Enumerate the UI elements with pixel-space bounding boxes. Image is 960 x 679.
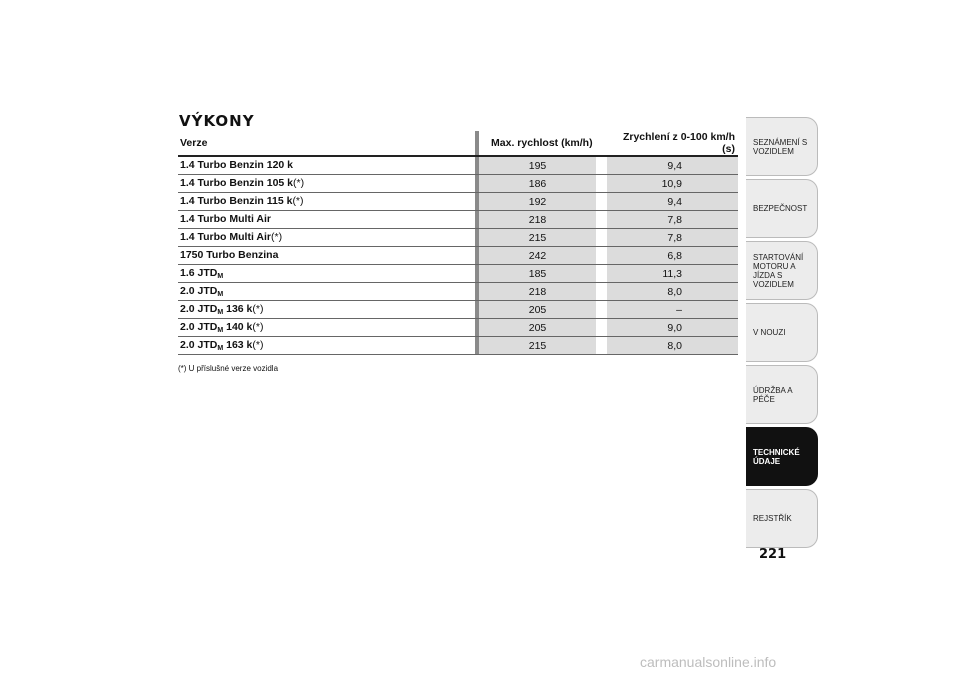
version-name: 2.0 JTD	[180, 321, 218, 333]
table-body	[178, 156, 738, 355]
chapter-tabs	[746, 117, 818, 551]
acceleration-cell: 9,0	[607, 319, 738, 337]
table-row	[178, 283, 738, 301]
version-cell	[178, 193, 475, 211]
version-name: 2.0 JTD	[180, 339, 218, 351]
version-suffix: 140 k	[223, 321, 253, 333]
table-row	[178, 156, 738, 175]
column-gap	[596, 337, 608, 355]
acceleration-cell: 9,4	[607, 193, 738, 211]
performance-table	[178, 131, 738, 355]
table-row	[178, 337, 738, 355]
column-gap	[596, 229, 608, 247]
acceleration-cell: 7,8	[607, 229, 738, 247]
version-name: 1.4 Turbo Benzin 115 k	[180, 195, 293, 207]
version-cell	[178, 337, 475, 355]
chapter-tab[interactable]	[746, 427, 818, 486]
version-name: 2.0 JTD	[180, 285, 218, 297]
page-number: 221	[759, 547, 787, 562]
acceleration-cell: 8,0	[607, 337, 738, 355]
chapter-tab-label: SEZNÁMENÍ S VOZIDLEM	[753, 137, 808, 156]
version-cell	[178, 283, 475, 301]
column-gap	[596, 301, 608, 319]
table-header-row	[178, 131, 738, 156]
chapter-tab[interactable]	[746, 241, 818, 300]
version-name: 2.0 JTD	[180, 303, 218, 315]
chapter-tab-label: REJSTŘÍK	[753, 514, 792, 523]
acceleration-cell: 11,3	[607, 265, 738, 283]
version-cell	[178, 301, 475, 319]
chapter-tab[interactable]	[746, 365, 818, 424]
header-version: Verze	[178, 131, 475, 156]
chapter-tab-label: ÚDRŽBA A PÉČE	[753, 385, 793, 404]
acceleration-cell: 8,0	[607, 283, 738, 301]
version-cell	[178, 229, 475, 247]
max-speed-cell: 218	[479, 283, 595, 301]
column-gap	[596, 265, 608, 283]
chapter-tab[interactable]	[746, 489, 818, 548]
version-name: 1.4 Turbo Multi Air	[180, 213, 271, 225]
column-gap	[596, 156, 608, 175]
max-speed-cell: 215	[479, 229, 595, 247]
column-gap	[596, 193, 608, 211]
version-cell	[178, 156, 475, 175]
version-cell	[178, 175, 475, 193]
acceleration-cell: 10,9	[607, 175, 738, 193]
version-subscript: M	[217, 273, 224, 280]
version-suffix: 136 k	[223, 303, 253, 315]
watermark: carmanualsonline.info	[640, 654, 777, 670]
chapter-tab[interactable]	[746, 117, 818, 176]
table-row	[178, 265, 738, 283]
chapter-tab[interactable]	[746, 303, 818, 362]
acceleration-cell: 7,8	[607, 211, 738, 229]
column-gap	[596, 247, 608, 265]
acceleration-cell: 9,4	[607, 156, 738, 175]
column-gap	[596, 175, 608, 193]
version-name: 1.4 Turbo Multi Air	[180, 231, 271, 243]
max-speed-cell: 215	[479, 337, 595, 355]
version-cell	[178, 265, 475, 283]
chapter-tab-label: TECHNICKÉ ÚDAJE	[753, 447, 800, 466]
max-speed-cell: 195	[479, 156, 595, 175]
chapter-tab-label: STARTOVÁNÍ MOTORU A JÍZDA S VOZIDLEM	[753, 252, 804, 289]
version-name: 1.6 JTD	[180, 267, 218, 279]
column-gap	[596, 211, 608, 229]
version-note: (*)	[252, 339, 264, 351]
version-subscript: M	[217, 309, 224, 316]
version-cell	[178, 319, 475, 337]
max-speed-cell: 218	[479, 211, 595, 229]
max-speed-cell: 242	[479, 247, 595, 265]
acceleration-cell: –	[607, 301, 738, 319]
max-speed-cell: 186	[479, 175, 595, 193]
chapter-tab-label: V NOUZI	[753, 328, 786, 337]
version-suffix: 163 k	[223, 339, 253, 351]
column-gap	[596, 131, 608, 156]
chapter-tab[interactable]	[746, 179, 818, 238]
page-title: VÝKONY	[179, 112, 255, 130]
table-row	[178, 247, 738, 265]
version-note: (*)	[293, 177, 305, 189]
footnote: (*) U příslušné verze vozidla	[178, 364, 279, 373]
table-row	[178, 175, 738, 193]
header-acceleration: Zrychlení z 0-100 km/h (s)	[607, 131, 738, 156]
max-speed-cell: 205	[479, 319, 595, 337]
table-row	[178, 211, 738, 229]
table-row	[178, 229, 738, 247]
version-name: 1.4 Turbo Benzin 105 k	[180, 177, 294, 189]
version-cell	[178, 247, 475, 265]
version-name: 1.4 Turbo Benzin 120 k	[180, 159, 294, 171]
version-subscript: M	[217, 327, 224, 334]
version-note: (*)	[271, 231, 283, 243]
column-gap	[596, 319, 608, 337]
header-max-speed: Max. rychlost (km/h)	[479, 131, 595, 156]
column-gap	[596, 283, 608, 301]
max-speed-cell: 192	[479, 193, 595, 211]
version-cell	[178, 211, 475, 229]
table-row	[178, 319, 738, 337]
version-note: (*)	[292, 195, 304, 207]
version-note: (*)	[252, 321, 264, 333]
version-name: 1750 Turbo Benzina	[180, 249, 279, 261]
chapter-tab-label: BEZPEČNOST	[753, 204, 808, 213]
max-speed-cell: 185	[479, 265, 595, 283]
max-speed-cell: 205	[479, 301, 595, 319]
table-row	[178, 193, 738, 211]
version-note: (*)	[252, 303, 264, 315]
acceleration-cell: 6,8	[607, 247, 738, 265]
version-subscript: M	[217, 291, 224, 298]
table-row	[178, 301, 738, 319]
version-subscript: M	[217, 345, 224, 352]
